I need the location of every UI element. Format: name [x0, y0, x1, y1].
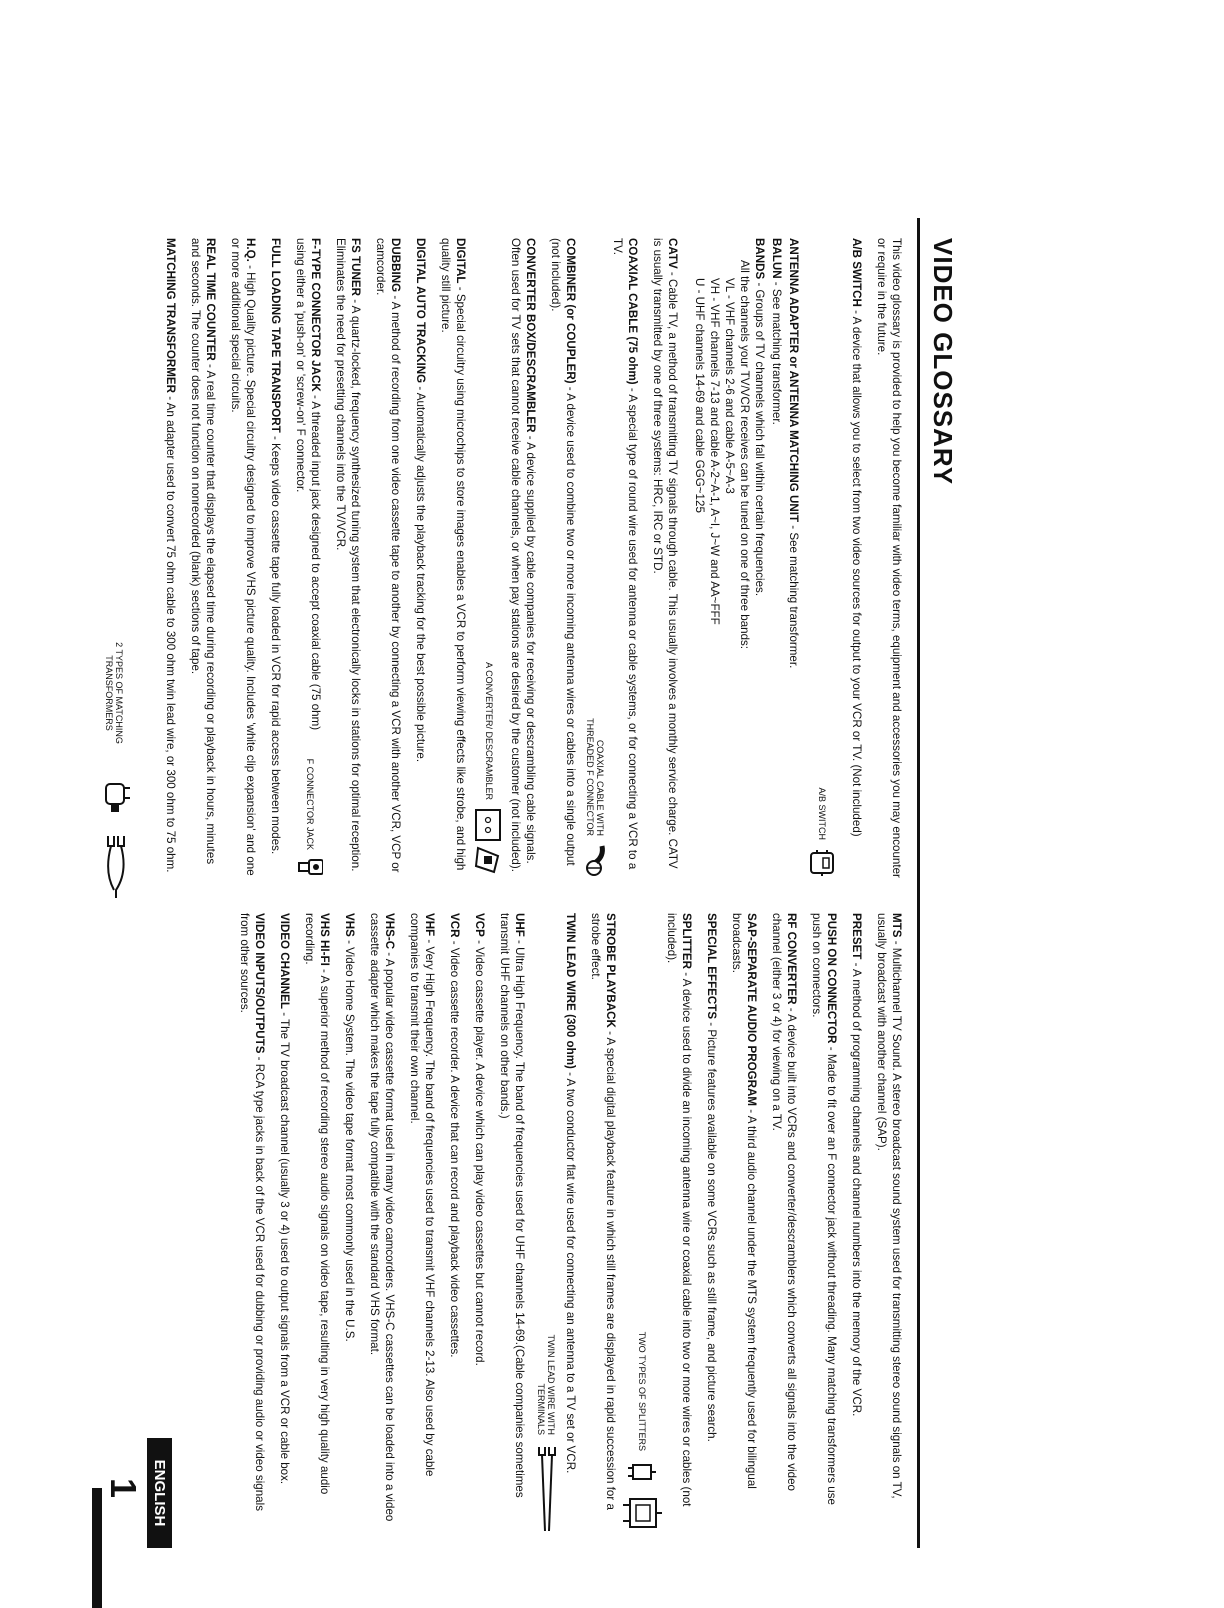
- term: ANTENNA ADAPTER or ANTENNA MATCHING UNIT: [787, 238, 800, 523]
- definition: - The TV broadcast channel (usually 3 or 4) used to output signals from a VCR or cable box.: [278, 1008, 291, 1485]
- term: CONVERTER BOX/DESCRAMBLER: [524, 238, 537, 433]
- right-column: [227, 913, 904, 1533]
- term: MTS: [890, 913, 903, 938]
- term: VIDEO CHANNEL: [278, 913, 291, 1009]
- definition: - Cable TV, a method of transmitting TV signals through cable. This usually involves a monthly service charge. CATV is usually transmitted by one of three systems: HRC, IRC or STD.: [651, 238, 679, 869]
- rotated-page: [92, 218, 962, 1578]
- term: REAL TIME COUNTER: [204, 238, 217, 361]
- term: PUSH ON CONNECTOR: [825, 913, 838, 1044]
- definition: - See matching transformer.: [787, 522, 800, 669]
- glossary-entry-twin-lead-wire: [563, 913, 578, 1533]
- glossary-entry-rf-converter: [769, 913, 799, 1533]
- definition: - A two conductor flat wire used for connecting an antenna to a TV set or VCR.: [564, 1068, 577, 1474]
- definition: - Keeps video cassette tape fully loaded in VCR for rapid access between modes.: [269, 432, 282, 855]
- term: CATV: [666, 238, 679, 269]
- term: UHF: [513, 913, 526, 937]
- definition: - Video Home System. The video tape format most commonly used in the U.S.: [343, 936, 356, 1342]
- coaxial-cable-icon: [582, 844, 608, 878]
- term: VHF: [423, 913, 436, 937]
- band-item: VH - VHF channels 7-13 and cable A-2~A-1, A~I, J~W and AA~FFF: [708, 278, 721, 625]
- definition: - A quartz-locked, frequency synthesized tuning system that electronically locks in stations for optimal reception. Eliminates the need for presetting channels into the TV/VCR.: [334, 238, 362, 872]
- edge-bar: [92, 1488, 102, 1608]
- glossary-entry-strobe-playback: [588, 913, 618, 1533]
- glossary-entry-ab-switch: [849, 238, 864, 878]
- definition: - A special digital playback feature in which still frames are displayed in rapid succession for a strobe effect.: [589, 913, 617, 1510]
- figure-caption: F CONNECTOR JACK: [305, 758, 316, 850]
- glossary-entry-vcp: [472, 913, 487, 1533]
- glossary-entry-fs-tuner: [333, 238, 363, 878]
- definition: - A device supplied by cable companies for receiving or descrambling cable signals. Often used for TV sets that cannot receive cable channels, or when pay stations are desired by the customer (not included).: [509, 238, 537, 872]
- ab-switch-icon: [805, 848, 839, 878]
- definition: - A device built into VCRs and converter/descramblers which converts all signals into the video channel (either 3 or 4) for viewing on a TV.: [770, 913, 798, 1491]
- glossary-entry-video-channel: [277, 913, 292, 1533]
- term: VCP: [473, 913, 486, 937]
- figure-matching-transformers: [98, 778, 132, 902]
- term: VIDEO INPUTS/OUTPUTS: [253, 913, 266, 1054]
- definition: - A method of programming channels and channel numbers into the memory of the VCR.: [850, 959, 863, 1417]
- term: SPLITTER: [680, 913, 693, 970]
- definition: - An adapter used to convert 75 ohm cable to 300 ohm twin lead wire, or 300 ohm to 75 ohm.: [164, 393, 177, 873]
- definition: - Very High Frequency. The band of frequencies used to transmit VHF channels 2-13. Also used by cable companies to transmit their own channel.: [408, 913, 436, 1477]
- bands-intro: All the channels your TV/VCR receives can be tuned on one of three bands:: [738, 260, 751, 650]
- glossary-entry-catv: [650, 238, 680, 878]
- definition: - A popular video cassette format used in many video camcorders. VHS-C cassettes can be loaded into a video cassette adapter which makes the tape fully compatible with the standard VHS format.: [368, 913, 396, 1522]
- definition: - Groups of TV channels which fall within certain frequencies.: [753, 279, 766, 597]
- definition: - Picture features available on some VCRs such as still frame, and picture search.: [705, 1019, 718, 1442]
- definition: - Automatically adjusts the playback tracking for the best possible picture.: [414, 383, 427, 763]
- glossary-entry-vhs-c: [367, 913, 397, 1533]
- glossary-entry-antenna-adapter: [786, 238, 801, 878]
- term: PRESET: [850, 913, 863, 960]
- glossary-entry-vcr: [447, 913, 462, 1533]
- definition: - Made to fit over an F connector jack without threading. Many matching transformers use push on connectors.: [810, 913, 838, 1505]
- term: F-TYPE CONNECTOR JACK: [309, 238, 322, 392]
- glossary-entry-vhs: [342, 913, 357, 1533]
- page-title: VIDEO GLOSSARY: [928, 238, 958, 486]
- definition: - See matching transformer.: [770, 278, 783, 425]
- definition: - A third audio channel under the MTS system frequently used for bilingual broadcasts.: [730, 913, 758, 1489]
- figure-ab-switch: [805, 238, 839, 878]
- figure-caption: TWIN LEAD WIRE WITH TERMINALS: [536, 1334, 556, 1435]
- definition: - RCA type jacks in back of the VCR used for dubbing or providing audio or video signals from other sources.: [238, 913, 266, 1511]
- converter-box-icon: [472, 808, 506, 878]
- figure-caption: COAXIAL CABLE WITH THREADED F CONNECTOR: [585, 718, 605, 836]
- term: STROBE PLAYBACK: [604, 913, 617, 1028]
- glossary-entry-splitter: [664, 913, 694, 1533]
- glossary-entry-converter-box: [508, 238, 538, 878]
- figure-caption: TWO TYPES OF SPLITTERS: [637, 1331, 647, 1451]
- glossary-entry-sap: [729, 913, 759, 1533]
- twin-lead-wire-icon: [531, 1443, 561, 1533]
- glossary-entry-real-time-counter: [188, 238, 218, 878]
- glossary-entry-f-type-connector: [293, 238, 323, 878]
- glossary-entry-vhf: [407, 913, 437, 1533]
- figure-caption: A/B SWITCH: [817, 787, 827, 840]
- glossary-entry-preset: [849, 913, 864, 1533]
- figure-caption-matching: 2 TYPES OF MATCHING TRANSFORMERS: [104, 642, 124, 744]
- band-item: U - UHF channels 14-69 and cable GGG~125: [693, 278, 706, 513]
- definition: - A special type of round wire used for antenna or cable systems, or for connecting a VCR to a TV.: [611, 238, 639, 870]
- figure-twin-lead: [531, 913, 561, 1533]
- term: VHS-C: [383, 913, 396, 950]
- definition: - A threaded input jack designed to accept coaxial cable (75 ohm) using either a 'push-on' or 'screw-on' F connector.: [294, 238, 322, 731]
- figure-f-connector: [295, 759, 323, 878]
- definition: - Video cassette recorder. A device that can record and playback video cassettes.: [448, 937, 461, 1358]
- glossary-entry-special-effects: [704, 913, 719, 1533]
- glossary-entry-bands: [752, 238, 767, 878]
- term: DIGITAL AUTO TRACKING: [414, 238, 427, 384]
- glossary-entry-mts: [874, 913, 904, 1533]
- term: VCR: [448, 913, 461, 938]
- glossary-entry-digital: [438, 238, 468, 878]
- term: VHS HI-FI: [318, 913, 331, 966]
- term: MATCHING TRANSFORMER: [164, 238, 177, 393]
- splitter-small-icon: [627, 1459, 657, 1485]
- glossary-entry-vhs-hifi: [302, 913, 332, 1533]
- definition: - Video cassette player. A device which can play video cassettes but cannot record.: [473, 936, 486, 1366]
- term: VHS: [343, 913, 356, 937]
- term: COAXIAL CABLE (75 ohm): [626, 238, 639, 385]
- glossary-entry-hq: [228, 238, 258, 878]
- term: DUBBING: [389, 238, 402, 293]
- left-column: [153, 238, 904, 878]
- definition: - A real time counter that displays the elapsed time during recording or playback in hours, minutes and seconds. The counter does not function on nonrecorded (blank) sections of tape.: [189, 238, 217, 865]
- definition: - A superior method of recording stereo audio signals on video tape, resulting in very high quality audio recording.: [303, 913, 331, 1495]
- matching-transformer-cable-icon: [98, 832, 132, 902]
- definition: - A device used to combine two or more incoming antenna wires or cables into a single output (not included).: [549, 238, 577, 866]
- definition: - Multichannel TV Sound. A stereo broadcast sound system used for transmitting stereo sound signals on TV, usually broadcast with another channel (SAP).: [875, 913, 903, 1499]
- term: FS TUNER: [349, 238, 362, 296]
- glossary-entry-uhf: [497, 913, 527, 1533]
- definition: - High Quality picture. Special circuitry designed to improve VHS picture quality. Includes 'white clip expansion' and one or more additional special circuits.: [229, 238, 257, 876]
- term: H.Q.: [244, 238, 257, 262]
- definition: - A method of recording from one video cassette tape to another by connecting a VCR with another VCR, VCP or camcorder.: [374, 238, 402, 873]
- splitter-large-icon: [622, 1493, 662, 1533]
- page-number: 1: [103, 1477, 144, 1498]
- glossary-entry-full-loading: [268, 238, 283, 878]
- title-rule: [917, 218, 920, 1548]
- glossary-entry-balun: [769, 238, 784, 878]
- figure-caption: A CONVERTER/ DESCRAMBLER: [484, 662, 494, 800]
- glossary-entry-combiner: [548, 238, 578, 878]
- glossary-entry-video-inputs-outputs: [237, 913, 267, 1533]
- term: A/B SWITCH: [850, 238, 863, 307]
- glossary-entry-push-on-connector: [809, 913, 839, 1533]
- definition: - A device used to divide an incoming antenna wire or coaxial cable into two or more wires or cables (not included).: [665, 913, 693, 1507]
- definition: - Ultra High Frequency. The band of frequencies used for UHF channels 14-69.(Cable companies sometimes transmit UHF channels on other bands.): [498, 913, 526, 1498]
- definition: - A device that allows you to select from two video sources for output to your VCR or TV. (Not included): [850, 306, 863, 837]
- term: RF CONVERTER: [785, 913, 798, 1005]
- language-badge: ENGLISH: [147, 1438, 172, 1548]
- figure-splitters: [622, 913, 662, 1533]
- band-item: VL - VHF channels 2-6 and cable A-5~A-3: [723, 278, 736, 494]
- figure-coaxial-cable: [582, 238, 608, 878]
- term: COMBINER (or COUPLER): [564, 238, 577, 384]
- figure-converter: [472, 238, 506, 878]
- term: BANDS: [753, 238, 766, 280]
- term: BALUN: [770, 238, 783, 279]
- term: SPECIAL EFFECTS: [705, 913, 718, 1020]
- glossary-entry-dubbing: [373, 238, 403, 878]
- term: TWIN LEAD WIRE (300 ohm): [564, 913, 577, 1069]
- term: SAP-SEPARATE AUDIO PROGRAM: [745, 913, 758, 1107]
- term: DIGITAL: [454, 238, 467, 284]
- glossary-entry-digital-auto-tracking: [413, 238, 428, 878]
- matching-transformer-icon: [98, 778, 132, 814]
- glossary-entry-coaxial-cable: [610, 238, 640, 878]
- definition: - Special circuitry using microchips to store images enables a VCR to perform viewing effects like strobe, and high quality still picture.: [439, 238, 467, 871]
- glossary-entry-matching-transformer: [163, 238, 178, 878]
- term: FULL LOADING TAPE TRANSPORT: [269, 238, 282, 433]
- intro-text: This video glossary is provided to help you become familiar with video terms, equipment and accessories you may encounter or require in the future.: [875, 238, 903, 878]
- f-connector-jack-icon: [295, 856, 323, 878]
